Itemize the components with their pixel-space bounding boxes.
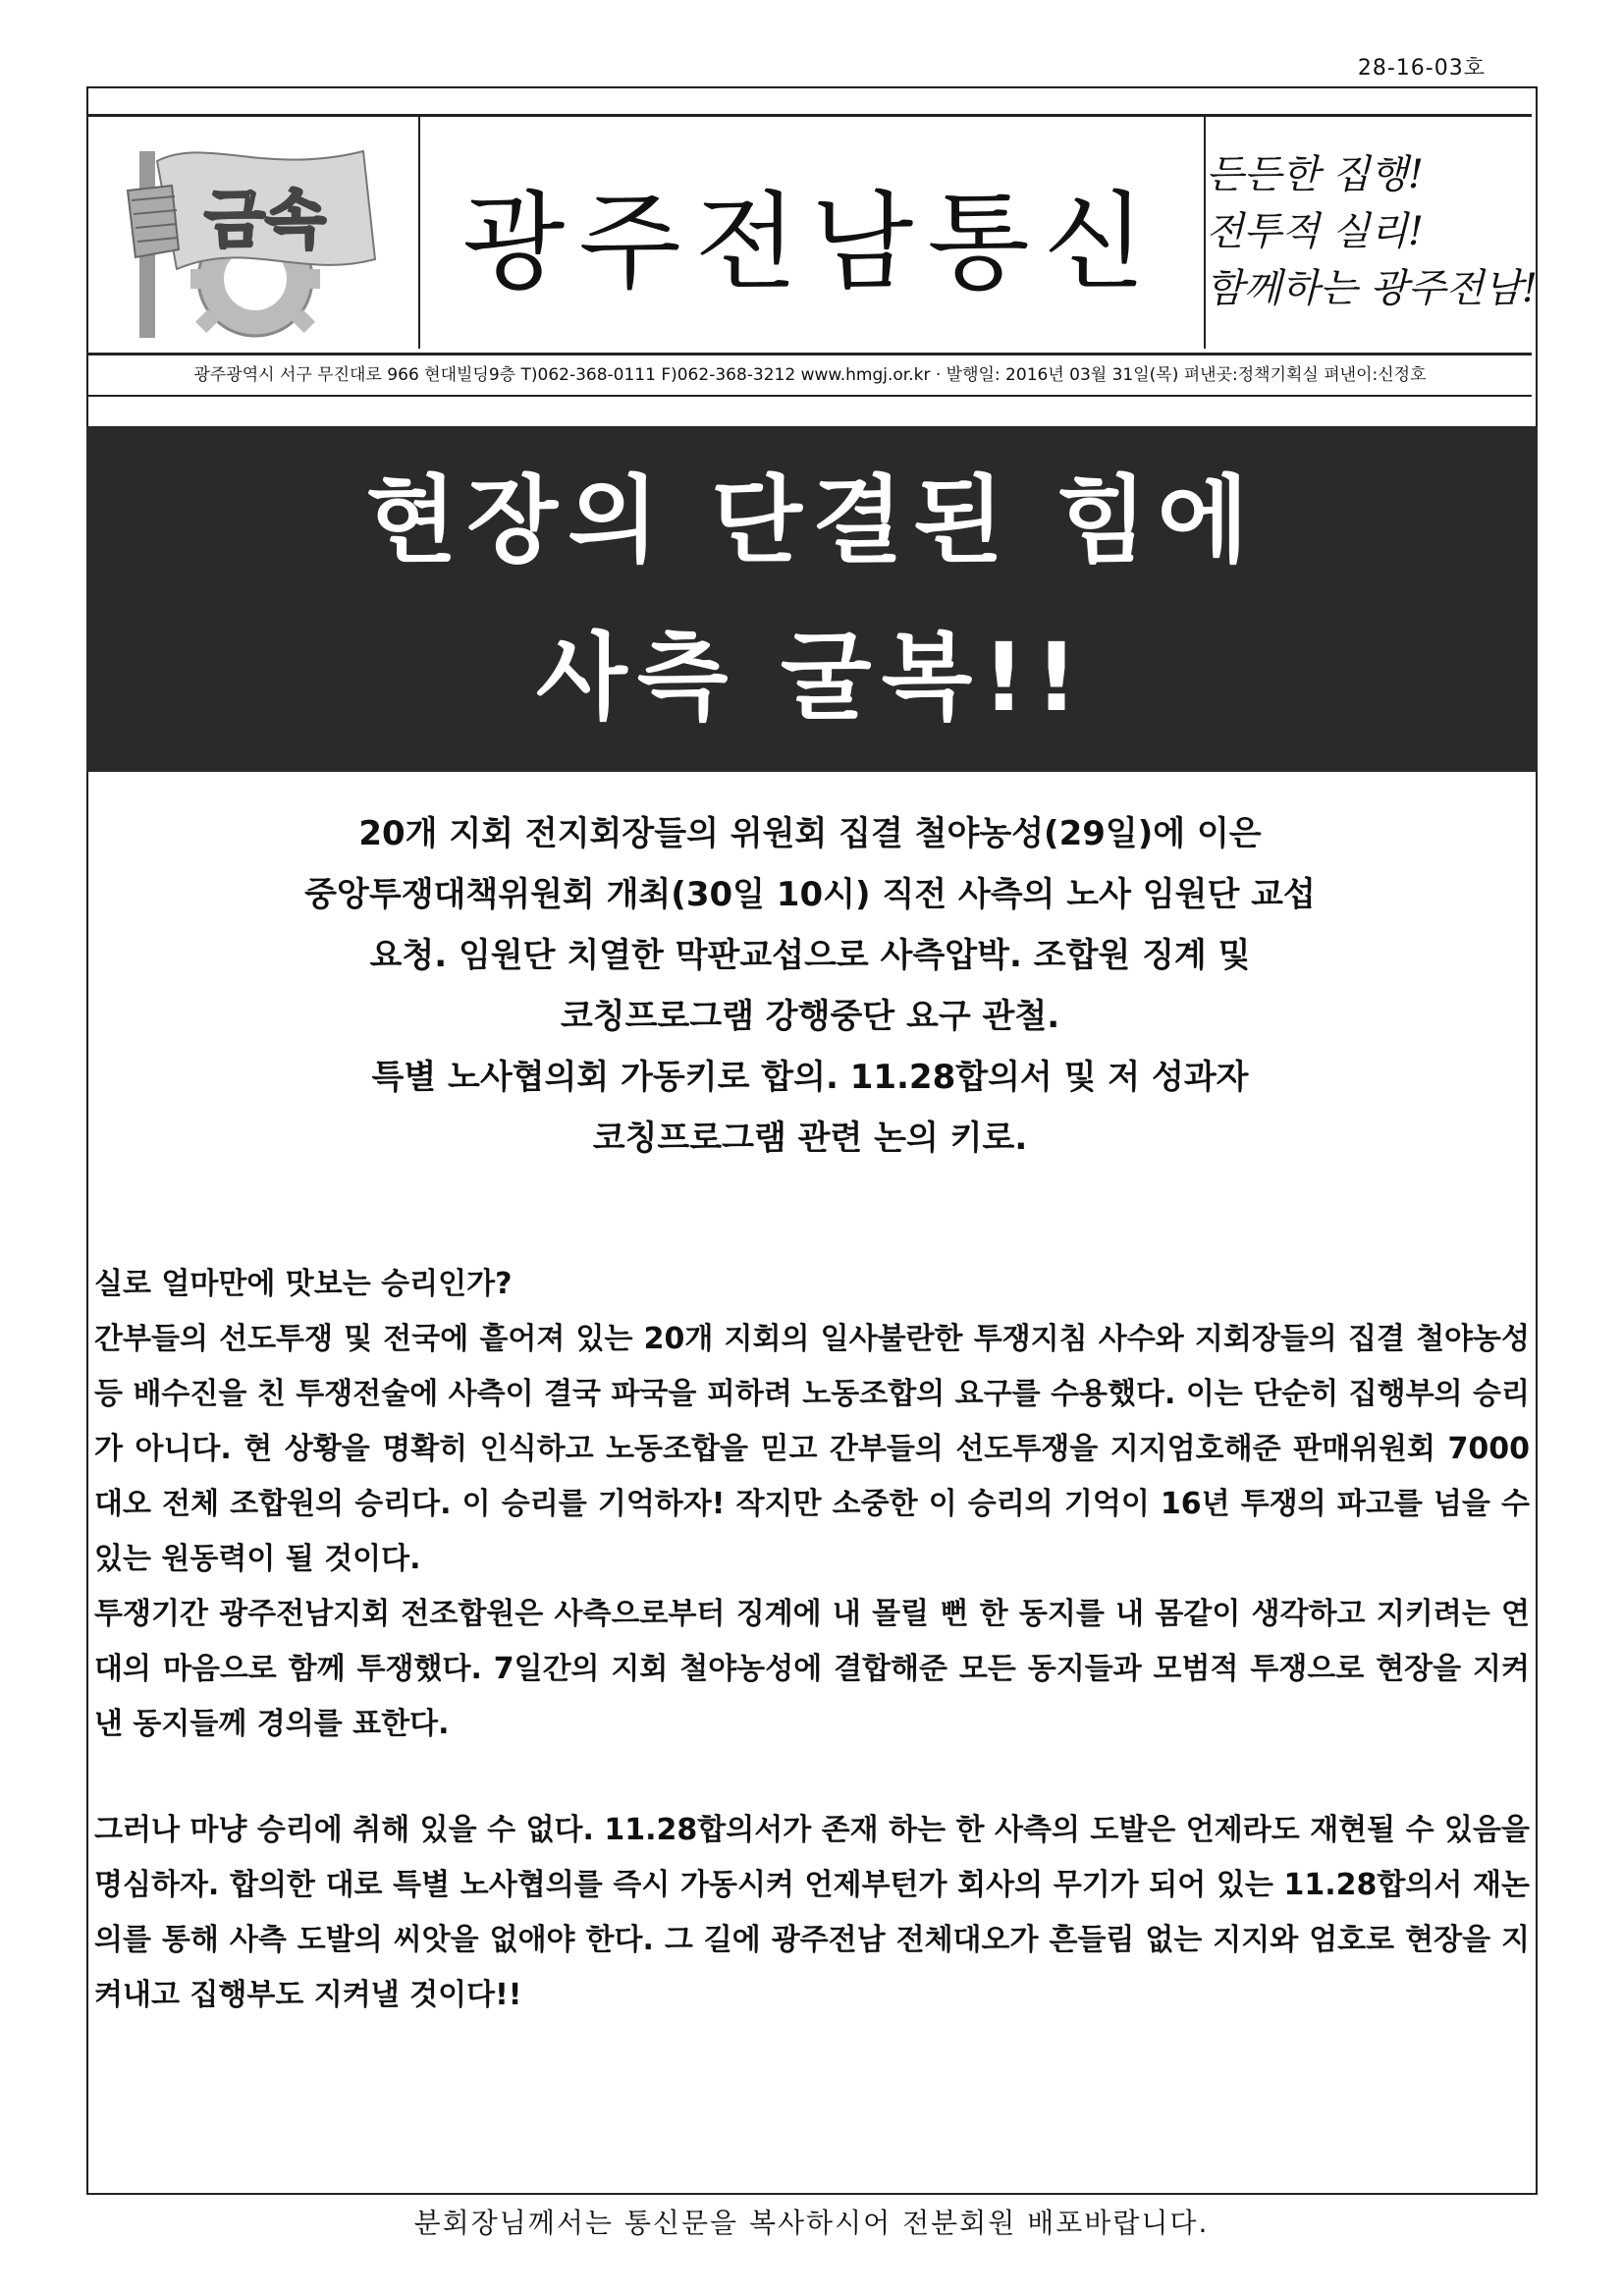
footer-note: 분회장님께서는 통신문을 복사하시어 전분회원 배포바랍니다. bbox=[413, 2207, 1210, 2239]
logo-text: 금속 bbox=[204, 185, 326, 257]
publication-info: 광주광역시 서구 무진대로 966 현대빌딩9층 T)062-368-0111 F)062-368-3212 www.hmgj.or.kr · 발행일: 2016년 03월 31일(목) 펴낸곳:정책기획실 펴낸이:신정호 bbox=[88, 355, 1532, 397]
slogan-line: 함께하는 광주전남! bbox=[1206, 266, 1538, 311]
slogan-line: 전투적 실리! bbox=[1206, 209, 1424, 254]
summary-block bbox=[98, 803, 1522, 1169]
summary-line: 중앙투쟁대책위원회 개최(30일 10시) 직전 사측의 노사 임원단 교섭 bbox=[304, 875, 1316, 914]
slogan-line: 든든한 집행! bbox=[1206, 152, 1424, 197]
slogan-box bbox=[1206, 146, 1538, 317]
headline-line-1: 현장의 단결된 힘에 bbox=[365, 465, 1259, 575]
title-box bbox=[418, 117, 1206, 349]
issue-number: 28-16-03호 bbox=[1357, 56, 1486, 81]
union-flag-logo-icon bbox=[118, 132, 393, 338]
article-paragraph: 간부들의 선도투쟁 및 전국에 흩어져 있는 20개 지회의 일사불란한 투쟁지침 사수와 지회장들의 집결 철야농성 등 배수진을 친 투쟁전술에 사측이 결국 파국을 피하려 노동조합의 요구를 수용했다. 이는 단순히 집행부의 승리가 아니다. 현 상황을 명확히 인식하고 노동조합을 믿고 간부들의 선도투쟁을 지지엄호해준 판매위원회 7000대오 전체 조합원의 승리다. 이 승리를 기억하자! 작지만 소중한 이 승리의 기억이 16년 투쟁의 파고를 넘을 수 있는 원동력이 될 것이다. bbox=[94, 1322, 1530, 1576]
summary-line: 요청. 임원단 치열한 막판교섭으로 사측압박. 조합원 징계 및 bbox=[369, 936, 1251, 975]
headline-line-2: 사측 굴복!! bbox=[536, 623, 1088, 733]
article-question: 실로 얼마만에 맛보는 승리인가? bbox=[94, 1267, 513, 1301]
summary-line: 코칭프로그램 관련 논의 키로. bbox=[592, 1119, 1028, 1158]
summary-line: 코칭프로그램 강행중단 요구 관철. bbox=[560, 997, 1060, 1036]
newsletter-title: 광주전남통신 bbox=[462, 181, 1160, 304]
summary-line: 20개 지회 전지회장들의 위원회 집결 철야농성(29일)에 이은 bbox=[358, 814, 1262, 853]
masthead bbox=[88, 114, 1538, 355]
headline-banner bbox=[86, 426, 1538, 772]
summary-line: 특별 노사협의회 가동키로 합의. 11.28합의서 및 저 성과자 bbox=[371, 1058, 1249, 1097]
article-paragraph: 그러나 마냥 승리에 취해 있을 수 없다. 11.28합의서가 존재 하는 한 사측의 도발은 언제라도 재현될 수 있음을 명심하자. 합의한 대로 특별 노사협의를 즉시 가동시켜 언제부턴가 회사의 무기가 되어 있는 11.28합의서 재논의를 통해 사측 도발의 씨앗을 없애야 한다. 그 길에 광주전남 전체대오가 흔들림 없는 지지와 엄호로 현장을 지켜내고 집행부도 지켜낼 것이다!! bbox=[94, 1813, 1530, 2012]
article-paragraph: 투쟁기간 광주전남지회 전조합원은 사측으로부터 징계에 내 몰릴 뻔 한 동지를 내 몸같이 생각하고 지키려는 연대의 마음으로 함께 투쟁했다. 7일간의 지회 철야농성에 결합해준 모든 동지들과 모범적 투쟁으로 현장을 지켜낸 동지들께 경의를 표한다. bbox=[94, 1597, 1530, 1741]
article-body bbox=[94, 1257, 1530, 2023]
logo-box bbox=[88, 117, 420, 349]
paragraph-spacer bbox=[94, 1752, 1530, 1803]
